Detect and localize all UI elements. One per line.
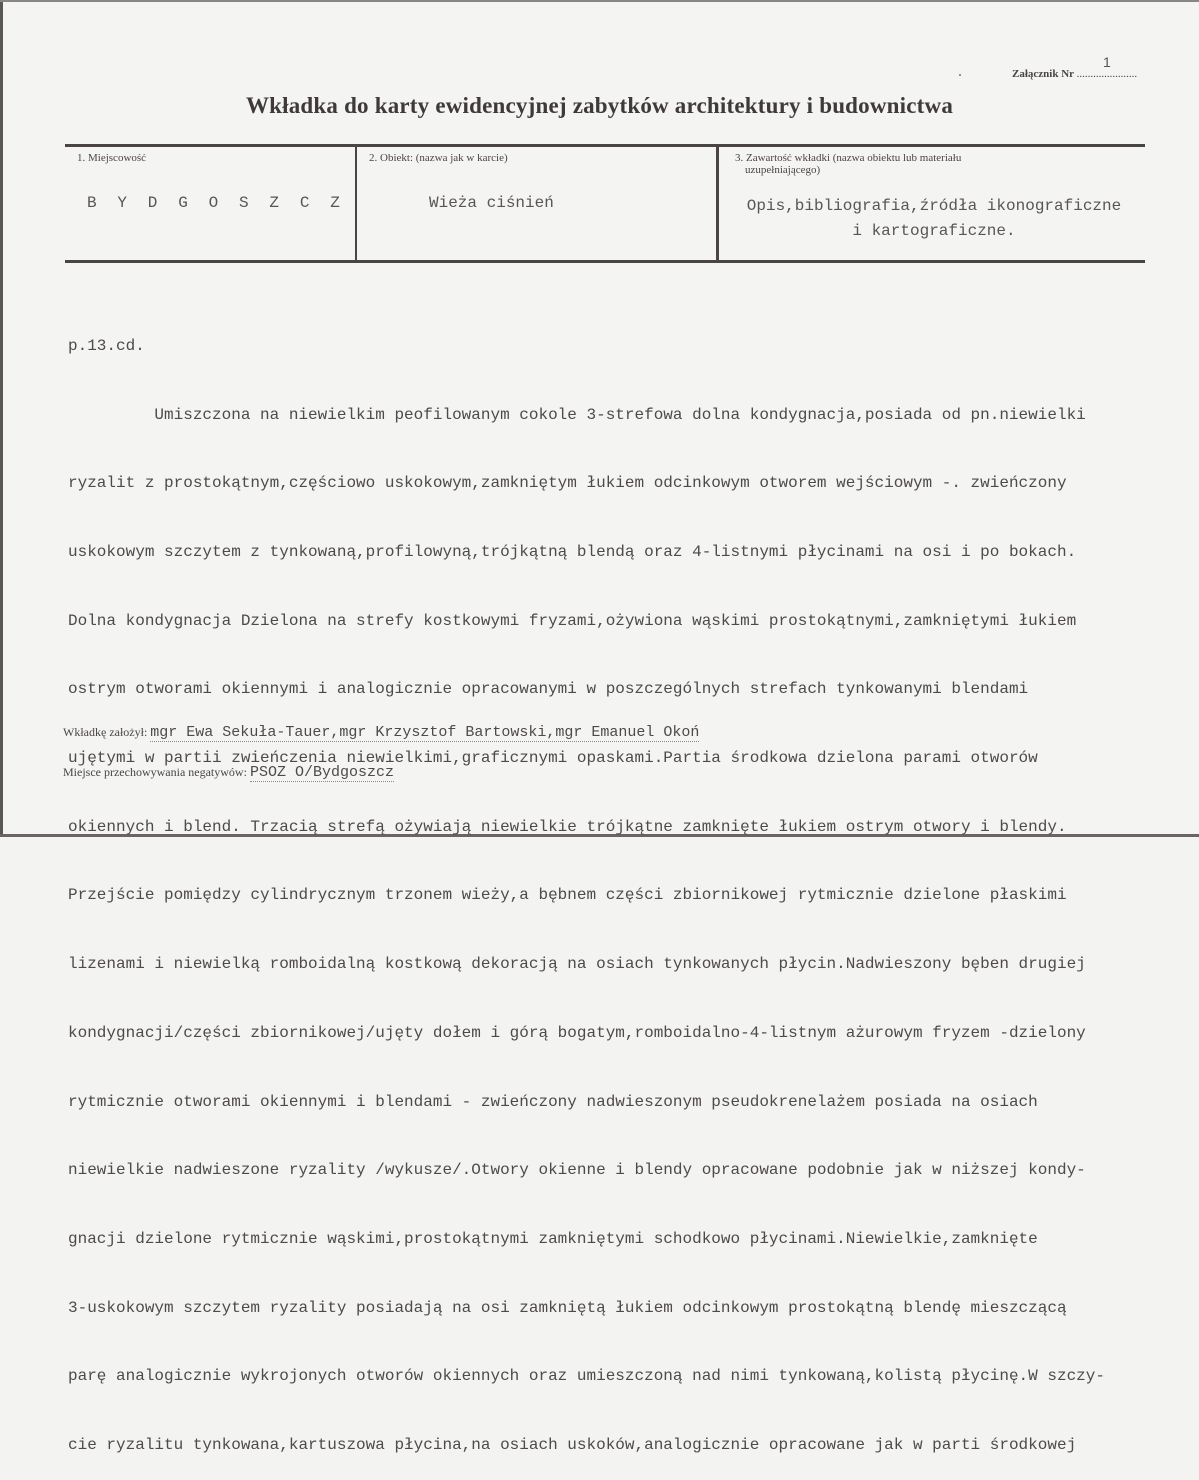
body-line: niewielkie nadwieszone ryzality /wykusze/.Otwory okienne i blendy opracowane podobnie jak w niższej kondy- [68, 1161, 1086, 1180]
field-contents [716, 147, 1145, 260]
body-line: Przejście pomiędzy cylindrycznym trzonem wieży,a bębnem części zbiornikowej rytmicznie dzielone płaskimi [68, 886, 1067, 905]
body-line: rytmicznie otworami okiennymi i blendami - zwieńczony nadwieszonym pseudokrenelażem posiada na osiach [68, 1092, 1038, 1111]
negatives-row [63, 764, 394, 781]
authors-row [63, 724, 699, 741]
annex-dots: ...................... [1076, 68, 1138, 80]
page-reference: p.13.cd. [68, 336, 145, 355]
body-line: ostrym otworami okiennymi i analogicznie opracowanymi w poszczególnych strefach tynkowanymi blendami [68, 680, 1029, 699]
field-contents-value [719, 194, 1145, 244]
body-line: 3-uskokowym szczytem ryzality posiadają na osi zamkniętą łukiem odcinkowym prostokątną blendę mieszczącą [68, 1298, 1067, 1317]
authors-label: Wkładkę założył: [63, 725, 148, 739]
body-line: lizenami i niewielką romboidalną kostkową dekoracją na osiach tynkowanych płycin.Nadwieszony bęben drugiej [68, 955, 1086, 974]
description-body [68, 289, 1178, 1480]
form-table [65, 144, 1145, 263]
annex-number: 1 [1103, 54, 1111, 70]
field-object [355, 147, 718, 260]
field-locality-value: B Y D G O S Z C Z [87, 194, 346, 212]
field-contents-value-line1: Opis,bibliografia,źródła ikonograficzne [746, 197, 1122, 215]
authors-value: mgr Ewa Sekuła-Tauer,mgr Krzysztof Bartowski,mgr Emanuel Okoń [150, 724, 700, 741]
field-locality-label: 1. Miejscowość [77, 152, 147, 164]
body-line: uskokowym szczytem z tynkowaną,profilowyną,trójkątną blendą oraz 4-listnymi płycinami na osi i po bokach. [68, 542, 1077, 561]
body-line: kondygnacji/części zbiornikowej/ujęty dołem i górą bogatym,romboidalno-4-listnym ażurowym fryzem -dzielony [68, 1023, 1086, 1042]
body-line: okiennych i blend. Trzacią strefą ożywiają niewielkie trójkątne zamknięte łukiem ostrym otwory i blendy. [68, 817, 1067, 836]
annex-label-text: Załącznik Nr [1012, 68, 1074, 80]
body-line: ujętymi w partii zwieńczenia niewielkimi,graficznymi opaskami.Partia środkowa dzielona parami otworów [68, 749, 1038, 768]
annex-label [1012, 68, 1137, 80]
scan-edge-left [0, 0, 3, 837]
field-contents-label-line1: 3. Zawartość wkładki (nazwa obiektu lub materiału [735, 152, 962, 164]
page-title: Wkładka do karty ewidencyjnej zabytków architektury i budownictwa [245, 93, 954, 118]
body-line: Umiszczona na niewielkim peofilowanym cokole 3-strefowa dolna kondygnacja,posiada od pn.niewielki [68, 405, 1086, 424]
field-contents-label-line2: uzupełniającego) [745, 164, 821, 176]
body-line: Dolna kondygnacja Dzielona na strefy kostkowymi fryzami,ożywiona wąskimi prostokątnymi,zamkniętymi łukiem [68, 611, 1077, 630]
body-line: gnacji dzielone rytmicznie wąskimi,prostokątnymi zamkniętymi schodkowo płycinami.Niewielkie,zamknięte [68, 1229, 1038, 1248]
field-object-value: Wieża ciśnień [429, 194, 554, 212]
body-line: cie ryzalitu tynkowana,kartuszowa płycina,na osiach uskoków,analogicznie opracowane jak w parti środkowej [68, 1436, 1077, 1455]
field-locality [65, 147, 355, 260]
field-contents-value-line2: i kartograficzne. [852, 222, 1016, 240]
body-line: ryzalit z prostokątnym,częściowo uskokowym,zamkniętym łukiem odcinkowym otworem wejściowym -. zwieńczony [68, 474, 1067, 493]
field-object-label: 2. Obiekt: (nazwa jak w karcie) [369, 152, 508, 164]
field-contents-label [735, 152, 1065, 176]
stray-dot [959, 74, 961, 76]
negatives-label: Miejsce przechowywania negatywów: [63, 765, 247, 779]
negatives-value: PSOZ O/Bydgoszcz [249, 764, 394, 781]
scan-edge-top [0, 0, 1199, 2]
body-line: parę analogicznie wykrojonych otworów okiennych oraz umieszczoną nad nimi tynkowaną,kolistą płycinę.W szczy- [68, 1367, 1105, 1386]
